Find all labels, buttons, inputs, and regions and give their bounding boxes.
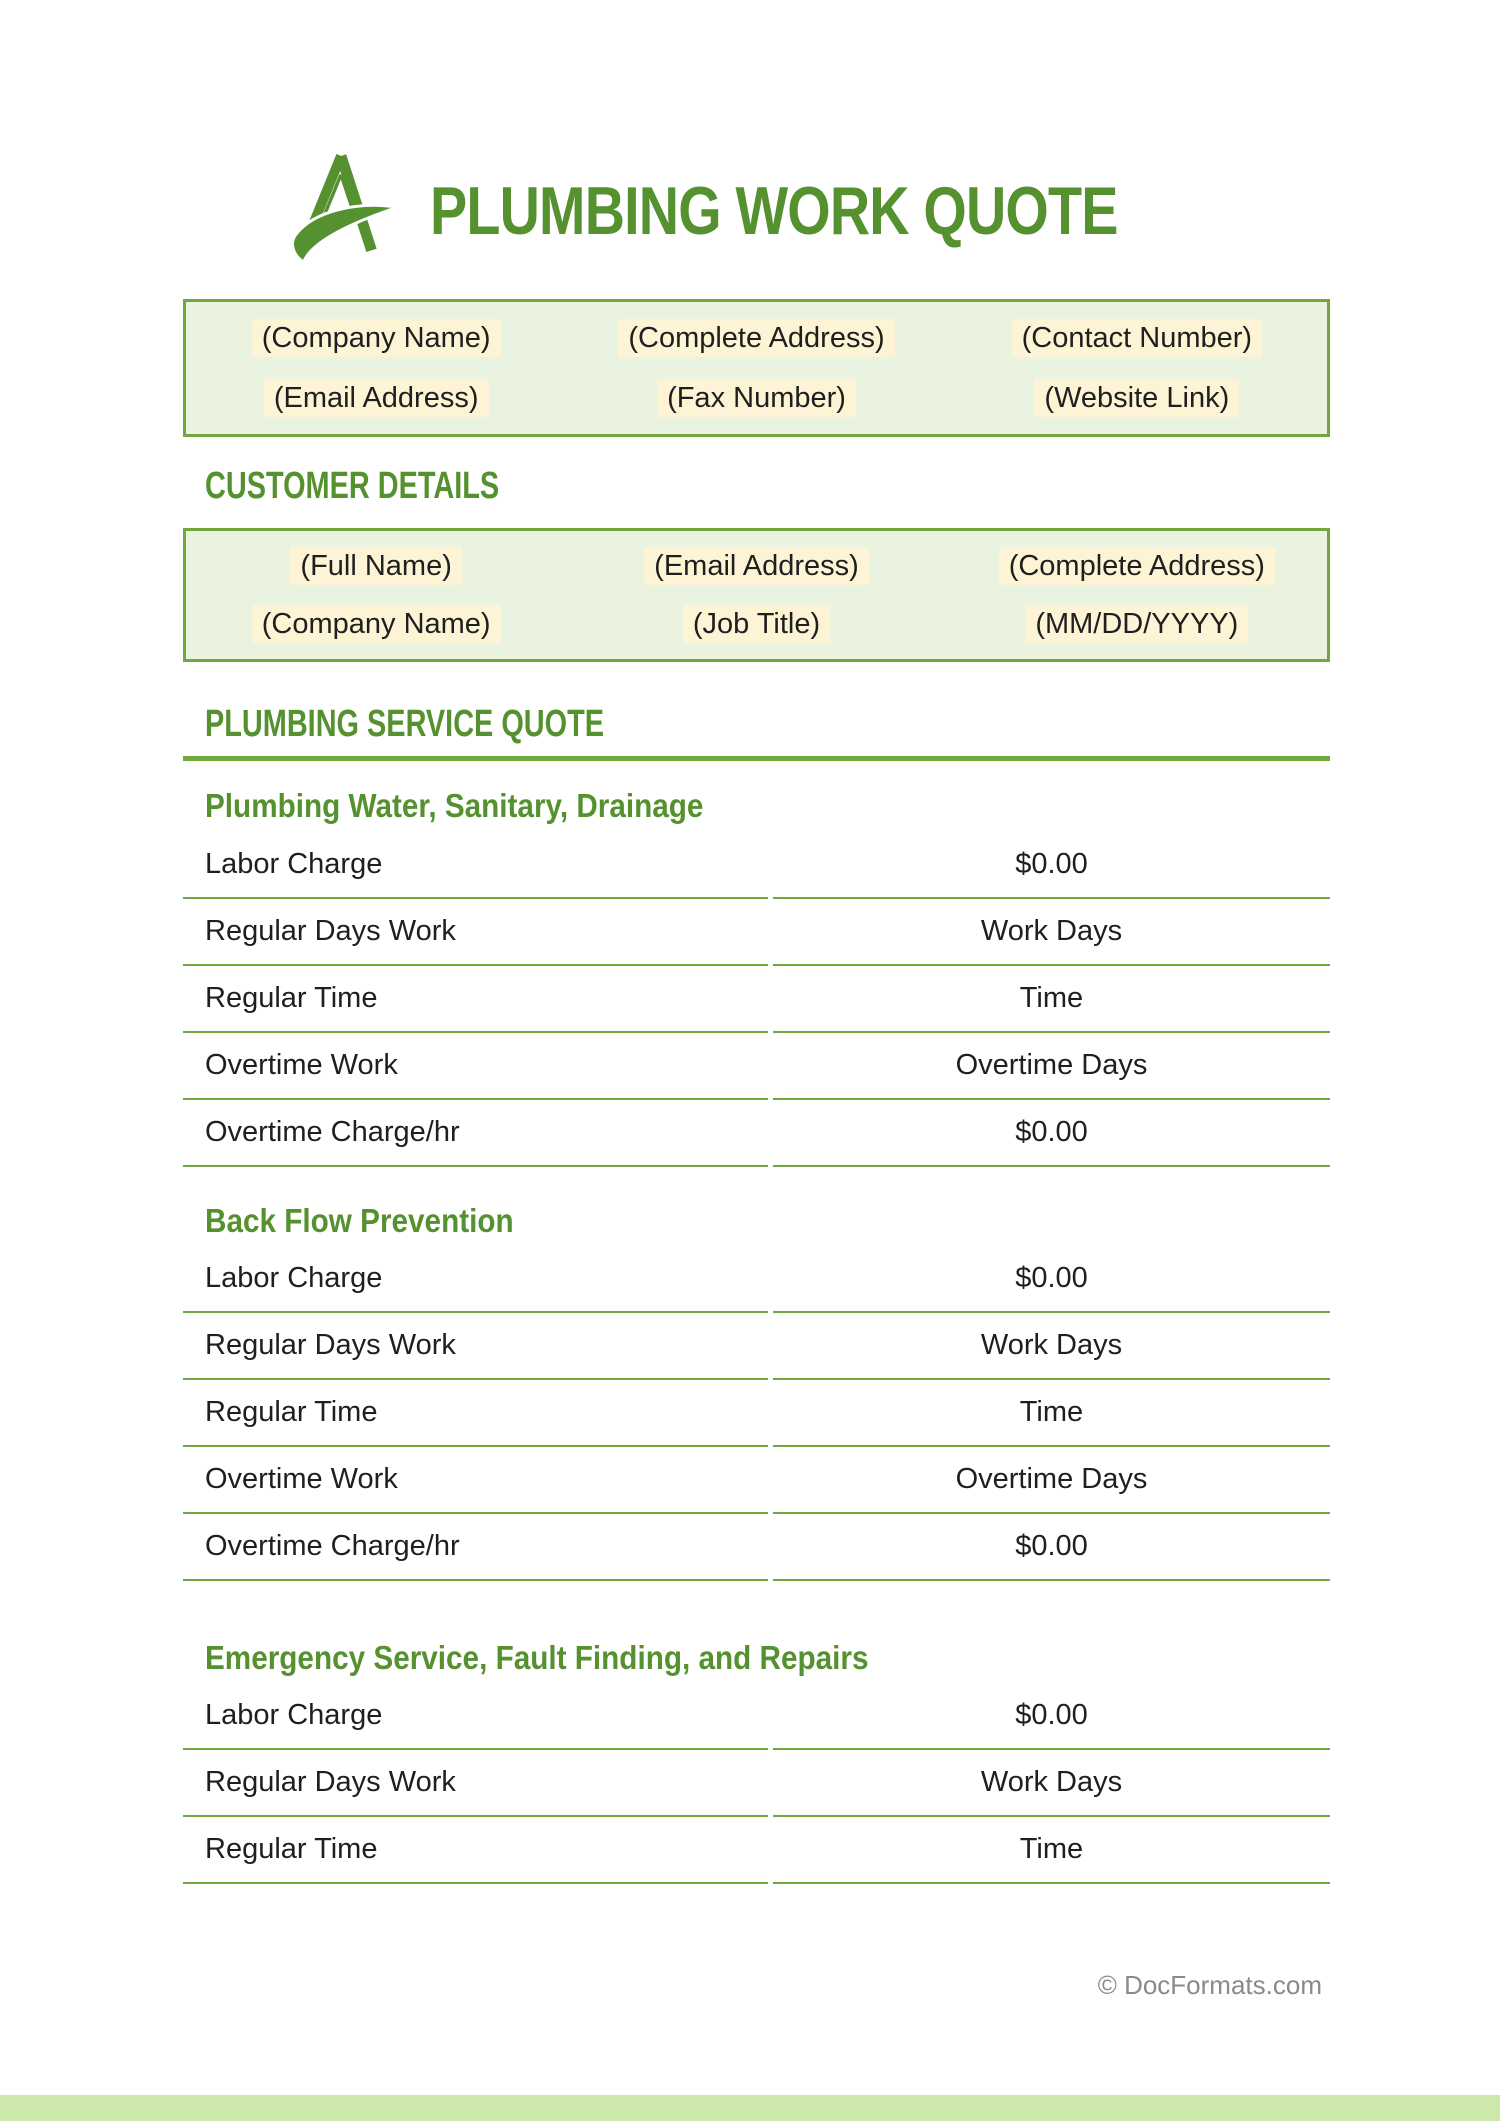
page-title: PLUMBING WORK QUOTE bbox=[430, 172, 1118, 249]
table-row bbox=[183, 1100, 1330, 1167]
subsection-title: Back Flow Prevention bbox=[205, 1201, 514, 1239]
section-divider-rule bbox=[183, 756, 1330, 761]
customer-address-placeholder[interactable]: (Complete Address) bbox=[999, 547, 1275, 586]
row-label: Regular Time bbox=[183, 1380, 768, 1447]
row-value: Overtime Days bbox=[773, 1447, 1330, 1514]
company-website-placeholder[interactable]: (Website Link) bbox=[1034, 379, 1239, 418]
service-quote-section bbox=[183, 702, 1330, 1884]
table-row bbox=[183, 832, 1330, 899]
row-value: Time bbox=[773, 1380, 1330, 1447]
company-name-placeholder[interactable]: (Company Name) bbox=[252, 319, 501, 358]
row-label: Regular Days Work bbox=[183, 1313, 768, 1380]
row-label: Overtime Work bbox=[183, 1447, 768, 1514]
customer-email-placeholder[interactable]: (Email Address) bbox=[644, 547, 869, 586]
table-row bbox=[183, 1514, 1330, 1581]
table-row bbox=[183, 1750, 1330, 1817]
service-section-plumbing-water bbox=[183, 785, 1330, 1166]
row-value: $0.00 bbox=[773, 1683, 1330, 1750]
row-value: Work Days bbox=[773, 1313, 1330, 1380]
table-row bbox=[183, 966, 1330, 1033]
subsection-title: Emergency Service, Fault Finding, and Repairs bbox=[205, 1638, 869, 1676]
service-quote-heading: PLUMBING SERVICE QUOTE bbox=[205, 703, 605, 745]
footer-credit: © DocFormats.com bbox=[1097, 1970, 1322, 2000]
customer-details-heading: CUSTOMER DETAILS bbox=[205, 465, 500, 507]
service-section-emergency bbox=[183, 1637, 1330, 1884]
row-value: Time bbox=[773, 1817, 1330, 1884]
row-value: Work Days bbox=[773, 1750, 1330, 1817]
row-label: Overtime Charge/hr bbox=[183, 1100, 768, 1167]
row-value: Time bbox=[773, 966, 1330, 1033]
company-address-placeholder[interactable]: (Complete Address) bbox=[618, 319, 894, 358]
row-label: Labor Charge bbox=[183, 1246, 768, 1313]
logo-swoosh bbox=[293, 205, 399, 262]
row-label: Regular Time bbox=[183, 1817, 768, 1884]
table-row bbox=[183, 1033, 1330, 1100]
row-value: Work Days bbox=[773, 899, 1330, 966]
company-email-placeholder[interactable]: (Email Address) bbox=[264, 379, 489, 418]
row-label: Labor Charge bbox=[183, 1683, 768, 1750]
row-value: $0.00 bbox=[773, 1514, 1330, 1581]
customer-date-placeholder[interactable]: (MM/DD/YYYY) bbox=[1025, 605, 1248, 644]
row-label: Regular Days Work bbox=[183, 899, 768, 966]
table-row bbox=[183, 1447, 1330, 1514]
table-row bbox=[183, 1380, 1330, 1447]
service-section-back-flow bbox=[183, 1200, 1330, 1581]
row-value: $0.00 bbox=[773, 1246, 1330, 1313]
table-row bbox=[183, 899, 1330, 966]
table-row bbox=[183, 1313, 1330, 1380]
row-label: Overtime Charge/hr bbox=[183, 1514, 768, 1581]
company-info-box bbox=[183, 299, 1330, 437]
row-value: Overtime Days bbox=[773, 1033, 1330, 1100]
plumbing-company-logo-icon bbox=[280, 150, 402, 272]
customer-jobtitle-placeholder[interactable]: (Job Title) bbox=[683, 605, 830, 644]
row-value: $0.00 bbox=[773, 832, 1330, 899]
table-row bbox=[183, 1817, 1330, 1884]
company-fax-placeholder[interactable]: (Fax Number) bbox=[657, 379, 856, 418]
customer-company-placeholder[interactable]: (Company Name) bbox=[252, 605, 501, 644]
row-label: Labor Charge bbox=[183, 832, 768, 899]
row-value: $0.00 bbox=[773, 1100, 1330, 1167]
table-row bbox=[183, 1246, 1330, 1313]
subsection-title: Plumbing Water, Sanitary, Drainage bbox=[205, 787, 704, 825]
customer-fullname-placeholder[interactable]: (Full Name) bbox=[290, 547, 461, 586]
footer-accent-bar bbox=[0, 2095, 1500, 2121]
document-header bbox=[280, 150, 1269, 272]
customer-details-box bbox=[183, 528, 1330, 662]
row-label: Regular Time bbox=[183, 966, 768, 1033]
table-row bbox=[183, 1683, 1330, 1750]
company-contact-placeholder[interactable]: (Contact Number) bbox=[1012, 319, 1262, 358]
row-label: Overtime Work bbox=[183, 1033, 768, 1100]
row-label: Regular Days Work bbox=[183, 1750, 768, 1817]
